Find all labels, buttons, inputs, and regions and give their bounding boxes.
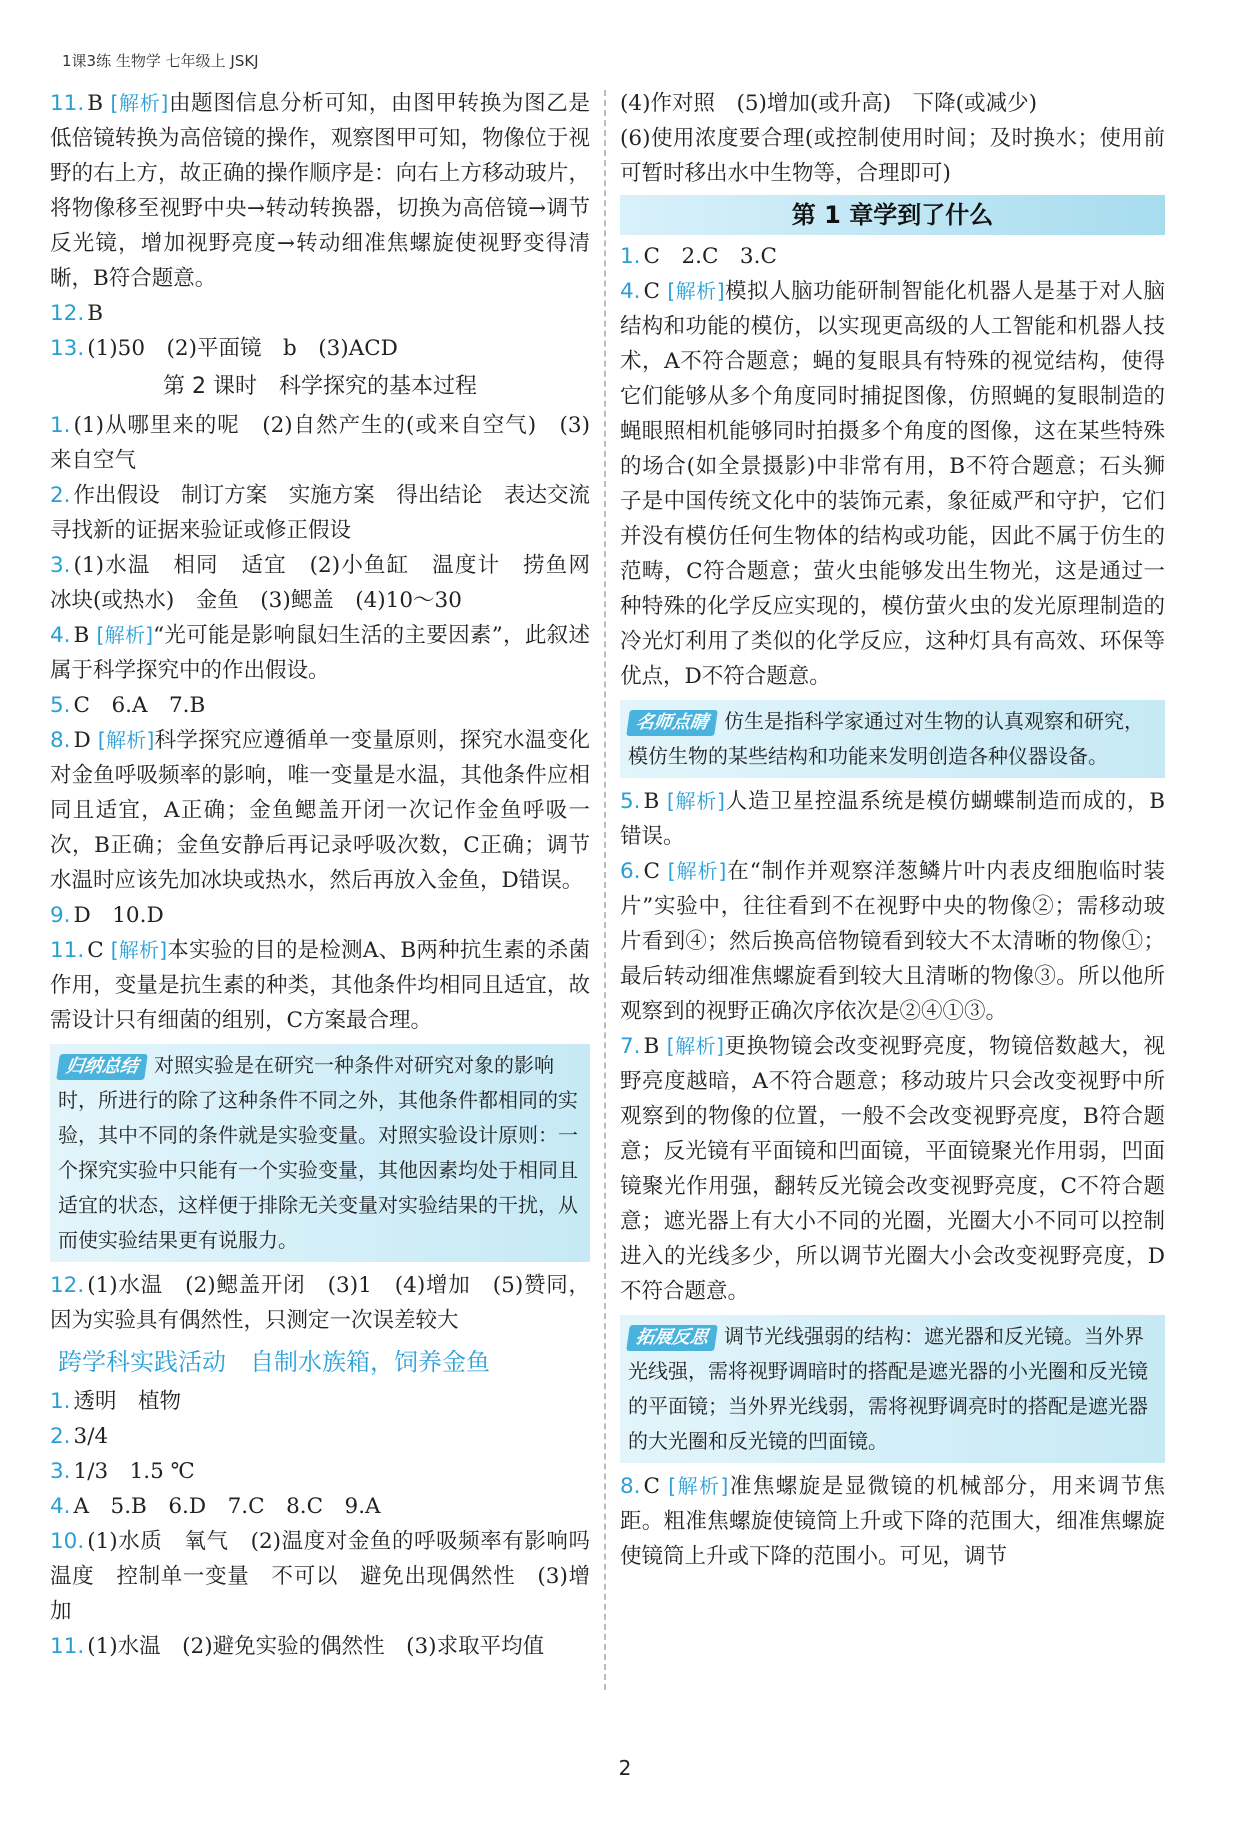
item-number: 3. bbox=[50, 553, 71, 578]
summary-box bbox=[50, 1044, 590, 1262]
analysis-tag: [ 解析 ] bbox=[98, 728, 154, 752]
item-number: 12. bbox=[50, 301, 85, 326]
answer-choice: B bbox=[643, 1034, 667, 1059]
answer-item bbox=[620, 854, 1165, 1029]
item-text: 透明 植物 bbox=[73, 1389, 182, 1414]
answer-item bbox=[620, 86, 1165, 121]
item-number: 1. bbox=[50, 1389, 71, 1414]
answer-item bbox=[50, 898, 590, 933]
item-text: 科学探究应遵循单一变量原则，探究水温变化对金鱼呼吸频率的影响，唯一变量是水温，其他条件应相同且适宜，A正确；金鱼鳃盖开闭一次记作金鱼呼吸一次，B正确；金鱼安静后再记录呼吸次数，C正确；调节水温时应该先加冰块或热水，然后再放入金鱼，D错误。 bbox=[50, 728, 590, 893]
answer-item bbox=[620, 1029, 1165, 1309]
teacher-tip-badge: 名师点睛 bbox=[626, 710, 718, 736]
extend-box bbox=[620, 1315, 1165, 1463]
answer-item bbox=[50, 478, 612, 548]
analysis-tag: [ 解析 ] bbox=[667, 279, 724, 303]
item-number: 1. bbox=[620, 244, 641, 269]
item-text: D 10.D bbox=[73, 903, 164, 928]
item-text: A 5.B 6.D 7.C 8.C 9.A bbox=[73, 1494, 381, 1519]
item-text: 本实验的目的是检测A、B两种抗生素的杀菌作用，变量是抗生素的种类，其他条件均相同且适宜，故需设计只有细菌的组别，C方案最合理。 bbox=[50, 938, 591, 1033]
chapter-heading: 第 1 章学到了什么 bbox=[620, 195, 1165, 235]
item-number: 7. bbox=[620, 1034, 641, 1059]
answer-choice: D bbox=[73, 728, 98, 753]
answer-item bbox=[620, 1469, 1165, 1574]
answer-item bbox=[50, 548, 612, 618]
answer-item bbox=[50, 1629, 590, 1664]
lesson2-heading: 第 2 课时 科学探究的基本过程 bbox=[163, 374, 477, 399]
items-lesson2 bbox=[50, 408, 612, 1038]
item-number: 6. bbox=[620, 859, 641, 884]
answer-item bbox=[50, 1384, 590, 1419]
item-text: 模拟人脑功能研制智能化机器人是基于对人脑结构和功能的模仿，以实现更高级的人工智能和机器人技术，A不符合题意；蝇的复眼具有特殊的视觉结构，使得它们能够从多个角度同时捕捉图像，仿照蝇的复眼制造的蝇眼照相机能够同时拍摄多个角度的图像，这在某些特殊的场合(如全景摄影)中非常有用，B不符合题意；石头狮子是中国传统文化中的装饰元素，象征威严和守护，它们并没有模仿任何生物体的结构或功能，因此不属于仿生的范畴，C符合题意；萤火虫能够发出生物光，这是通过一种特殊的化学反应实现的，模仿萤火虫的发光原理制造的冷光灯利用了类似的化学反应，这种灯具有高效、环保等优点，D不符合题意。 bbox=[620, 279, 1165, 689]
item-text: 作出假设 制订方案 实施方案 得出结论 表达交流 寻找新的证据来验证或修正假设 bbox=[50, 483, 612, 543]
items-chapter bbox=[620, 239, 1165, 694]
item-text: (1)50 (2)平面镜 b (3)ACD bbox=[87, 336, 398, 361]
item-text: C 2.C 3.C bbox=[643, 244, 777, 269]
page-header: 1课3练 生物学 七年级上 JSKJ bbox=[62, 52, 259, 70]
item-number: 4. bbox=[50, 1494, 71, 1519]
item-number: 9. bbox=[50, 903, 71, 928]
item-number: 1. bbox=[50, 413, 71, 438]
answer-item bbox=[50, 1268, 590, 1338]
item-number: 5. bbox=[50, 693, 71, 718]
items-right-top bbox=[620, 86, 1165, 191]
item-text: C 6.A 7.B bbox=[73, 693, 206, 718]
summary-badge: 归纳总结 bbox=[56, 1054, 148, 1080]
item-text: 更换物镜会改变视野亮度，物镜倍数越大，视野亮度越暗，A不符合题意；移动玻片只会改变视野中所观察到的物像的位置，一般不会改变视野亮度，B符合题意；反光镜有平面镜和凹面镜，平面镜聚光作用弱，凹面镜聚光作用强，翻转反光镜会改变视野亮度，C不符合题意；遮光器上有大小不同的光圈，光圈大小不同可以控制进入的光线多少，所以调节光圈大小会改变视野亮度，D不符合题意。 bbox=[620, 1034, 1165, 1304]
column-divider bbox=[604, 90, 606, 1690]
item-text: 在“制作并观察洋葱鳞片叶内表皮细胞临时装片”实验中，往往看到不在视野中央的物像②；需移动玻片看到④；然后换高倍物镜看到较大不太清晰的物像①；最后转动细准焦螺旋看到较大且清晰的物像③。所以他所观察到的视野正确次序依次是②④①③。 bbox=[620, 859, 1165, 1024]
answer-item bbox=[50, 1419, 590, 1454]
page-number: 2 bbox=[618, 1756, 632, 1780]
right-column bbox=[620, 86, 1165, 1574]
answer-item bbox=[50, 331, 590, 366]
item-text: 准焦螺旋是显微镜的机械部分，用来调节焦距。粗准焦螺旋使镜筒上升或下降的范围大，细准焦螺旋使镜筒上升或下降的范围小。可见，调节 bbox=[620, 1474, 1165, 1569]
teacher-tip-text: 仿生是指科学家通过对生物的认真观察和研究，模仿生物的某些结构和功能来发明创造各种仪器设备。 bbox=[628, 709, 1144, 768]
answer-item bbox=[50, 408, 590, 478]
answer-choice: B bbox=[643, 789, 667, 814]
answer-choice: B bbox=[73, 623, 97, 648]
answer-item bbox=[50, 296, 590, 331]
item-text: (4)作对照 (5)增加(或升高) 下降(或减少) bbox=[620, 91, 1037, 116]
extend-text: 调节光线强弱的结构：遮光器和反光镜。当外界光线强，需将视野调暗时的搭配是遮光器的小光圈和反光镜的平面镜；当外界光线弱，需将视野调亮时的搭配是遮光器的大光圈和反光镜的凹面镜。 bbox=[628, 1324, 1148, 1453]
items-chapter-end bbox=[620, 1469, 1165, 1574]
item-text: “光可能是影响鼠妇生活的主要因素”，此叙述属于科学探究中的作出假设。 bbox=[50, 623, 590, 683]
item-text: (1)从哪里来的呢 (2)自然产生的(或来自空气) (3)来自空气 bbox=[50, 413, 590, 473]
item-number: 8. bbox=[620, 1474, 641, 1499]
answer-item bbox=[620, 121, 1165, 191]
answer-item bbox=[620, 274, 1165, 694]
item-number: 11. bbox=[50, 1634, 85, 1659]
item-text: (1)水温 (2)避免实验的偶然性 (3)求取平均值 bbox=[87, 1634, 545, 1659]
extend-badge: 拓展反思 bbox=[626, 1325, 718, 1351]
item-number: 4. bbox=[50, 623, 71, 648]
answer-item bbox=[50, 1454, 590, 1489]
item-number: 11. bbox=[50, 938, 85, 963]
analysis-tag: [ 解析 ] bbox=[667, 1034, 724, 1058]
cross-activity-heading: 跨学科实践活动 自制水族箱，饲养金鱼 bbox=[58, 1348, 490, 1376]
answer-choice: C bbox=[87, 938, 111, 963]
item-text: B bbox=[87, 301, 104, 326]
item-number: 5. bbox=[620, 789, 641, 814]
answer-item bbox=[620, 239, 1165, 274]
answer-item bbox=[50, 86, 590, 296]
analysis-tag: [ 解析 ] bbox=[668, 1474, 728, 1498]
summary-text: 对照实验是在研究一种条件对研究对象的影响时，所进行的除了这种条件不同之外，其他条件都相同的实验，其中不同的条件就是实验变量。对照实验设计原则：一个探究实验中只能有一个实验变量，其他因素均处于相同且适宜的状态，这样便于排除无关变量对实验结果的干扰，从而使实验结果更有说服力。 bbox=[58, 1053, 578, 1252]
teacher-tip-box bbox=[620, 700, 1165, 778]
item-text: (6)使用浓度要合理(或控制使用时间；及时换水；使用前可暂时移出水中生物等，合理即可) bbox=[620, 126, 1165, 186]
item-number: 2. bbox=[50, 483, 71, 508]
answer-item bbox=[50, 933, 590, 1038]
analysis-tag: [ 解析 ] bbox=[96, 623, 153, 647]
item-number: 11. bbox=[50, 91, 85, 116]
item-number: 13. bbox=[50, 336, 85, 361]
item-number: 2. bbox=[50, 1424, 71, 1449]
answer-item bbox=[50, 1524, 612, 1629]
items-lesson2-after bbox=[50, 1268, 590, 1338]
answer-item bbox=[50, 618, 590, 688]
item-number: 8. bbox=[50, 728, 71, 753]
answer-choice: C bbox=[643, 279, 668, 304]
item-text: (1)水温 (2)鳃盖开闭 (3)1 (4)增加 (5)赞同，因为实验具有偶然性，只测定一次误差较大 bbox=[50, 1273, 590, 1333]
items-cross bbox=[50, 1384, 612, 1664]
item-text: (1)水温 相同 适宜 (2)小鱼缸 温度计 捞鱼网 冰块(或热水) 金鱼 (3)鳃盖 (4)10～30 bbox=[50, 553, 612, 613]
items-chapter-after bbox=[620, 784, 1165, 1309]
answer-choice: C bbox=[643, 1474, 669, 1499]
item-text: 人造卫星控温系统是模仿蝴蝶制造而成的，B错误。 bbox=[620, 789, 1165, 849]
left-column bbox=[50, 86, 612, 1664]
analysis-tag: [ 解析 ] bbox=[667, 789, 725, 813]
item-text: (1)水质 氧气 (2)温度对金鱼的呼吸频率有影响吗 温度 控制单一变量 不可以 避免出现偶然性 (3)增加 bbox=[50, 1529, 612, 1624]
answer-item bbox=[50, 723, 590, 898]
item-text: 1/3 1.5 ℃ bbox=[73, 1459, 195, 1484]
item-text: 3/4 bbox=[73, 1424, 109, 1449]
item-number: 10. bbox=[50, 1529, 85, 1554]
analysis-tag: [ 解析 ] bbox=[668, 859, 727, 883]
answer-choice: C bbox=[643, 859, 668, 884]
answer-choice: B bbox=[87, 91, 111, 116]
answer-item bbox=[50, 688, 590, 723]
analysis-tag: [ 解析 ] bbox=[111, 91, 169, 115]
answer-item bbox=[620, 784, 1165, 854]
item-number: 4. bbox=[620, 279, 641, 304]
items-left-top bbox=[50, 86, 590, 366]
item-text: 由题图信息分析可知，由图甲转换为图乙是低倍镜转换为高倍镜的操作，观察图甲可知，物像位于视野的右上方，故正确的操作顺序是：向右上方移动玻片，将物像移至视野中央→转动转换器，切换为高倍镜→调节反光镜，增加视野亮度→转动细准焦螺旋使视野变得清晰，B符合题意。 bbox=[50, 91, 590, 291]
item-number: 12. bbox=[50, 1273, 85, 1298]
answer-item bbox=[50, 1489, 590, 1524]
item-number: 3. bbox=[50, 1459, 71, 1484]
analysis-tag: [ 解析 ] bbox=[111, 938, 167, 962]
